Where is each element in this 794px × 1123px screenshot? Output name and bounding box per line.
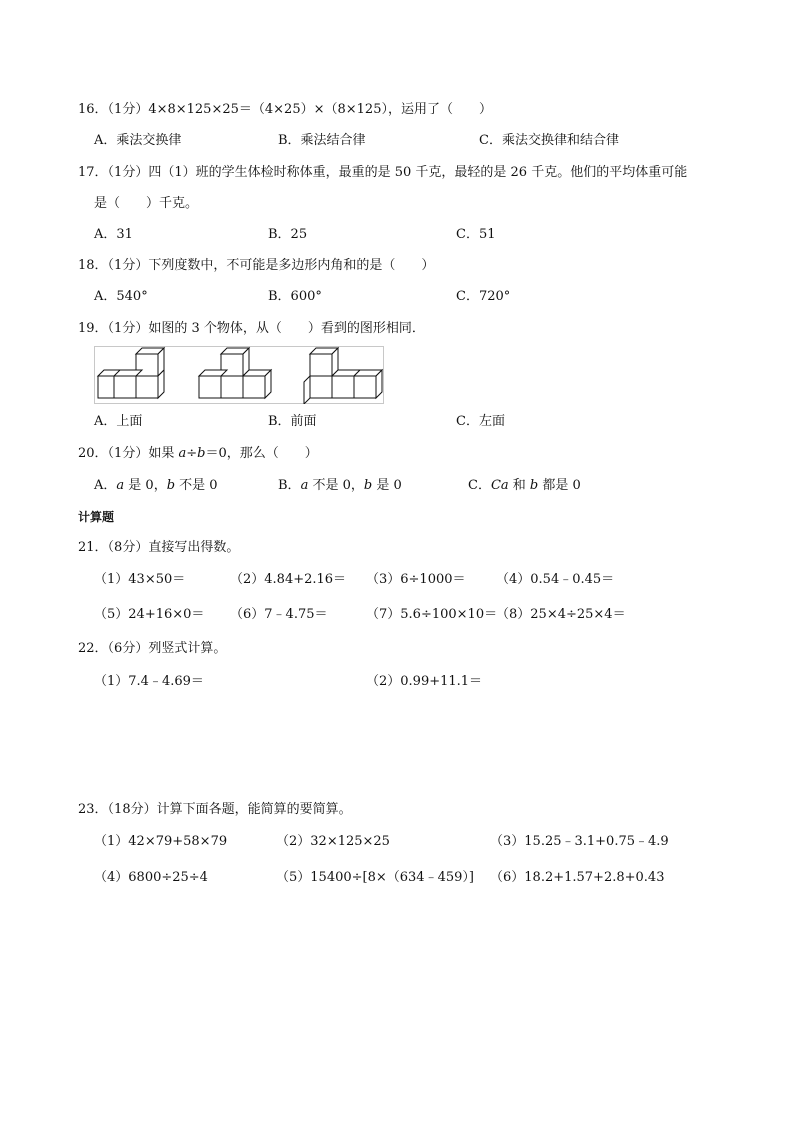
cube-object-1 bbox=[98, 348, 164, 398]
q17-stem-line1: 17．（1分）四（1）班的学生体检时称体重，最重的是 50 千克，最轻的是 26 千克。他们的平均体重可能 bbox=[78, 165, 688, 180]
q16-option-a: A．乘法交换律 bbox=[94, 133, 182, 148]
q19-option-c: C．左面 bbox=[456, 414, 505, 429]
q18-option-c: C．720° bbox=[456, 289, 511, 304]
q17-option-a: A．31 bbox=[94, 227, 133, 242]
q19-option-b: B．前面 bbox=[268, 414, 317, 429]
q18-option-b: B．600° bbox=[268, 289, 322, 304]
cube-object-3 bbox=[304, 348, 382, 404]
cube-object-2 bbox=[199, 348, 271, 398]
q21-item-1: （1）43×50＝ bbox=[94, 572, 186, 587]
q21-item-3: （3）6÷1000＝ bbox=[366, 572, 466, 587]
q23-item-5: （5）15400÷[8×（634﹣459）] bbox=[276, 870, 474, 885]
q17-stem-line2: 是（ ）千克。 bbox=[94, 196, 199, 211]
q21-item-2: （2）4.84+2.16＝ bbox=[230, 572, 347, 587]
section-title: 计算题 bbox=[78, 510, 115, 524]
q23-stem: 23．（18分）计算下面各题，能简算的要简算。 bbox=[78, 802, 352, 817]
cube-figures bbox=[94, 346, 384, 404]
q21-item-4: （4）0.54﹣0.45＝ bbox=[496, 572, 615, 587]
q21-item-6: （6）7﹣4.75＝ bbox=[230, 607, 328, 622]
q23-item-2: （2）32×125×25 bbox=[276, 834, 390, 849]
q18-option-a: A．540° bbox=[94, 289, 148, 304]
q20-option-c: C．Ca 和 b 都是 0 bbox=[468, 478, 581, 493]
q23-item-6: （6）18.2+1.57+2.8+0.43 bbox=[490, 870, 665, 885]
q16-option-b: B．乘法结合律 bbox=[278, 133, 366, 148]
q22-item-2: （2）0.99+11.1＝ bbox=[366, 674, 483, 689]
q20-stem: 20．（1分）如果 a÷b＝0，那么（ ） bbox=[78, 446, 318, 461]
q20-option-a: A．a 是 0，b 不是 0 bbox=[94, 478, 218, 493]
q19-option-a: A．上面 bbox=[94, 414, 143, 429]
q21-stem: 21．（8分）直接写出得数。 bbox=[78, 540, 240, 555]
q22-stem: 22．（6分）列竖式计算。 bbox=[78, 641, 227, 656]
q21-item-5: （5）24+16×0＝ bbox=[94, 607, 205, 622]
q23-item-1: （1）42×79+58×79 bbox=[94, 834, 228, 849]
q16-stem: 16．（1分）4×8×125×25＝（4×25）×（8×125），运用了（ ） bbox=[78, 102, 492, 117]
q16-option-c: C．乘法交换律和结合律 bbox=[479, 133, 619, 148]
q19-stem: 19．（1分）如图的 3 个物体，从（ ）看到的图形相同． bbox=[78, 321, 425, 336]
q23-item-3: （3）15.25﹣3.1+0.75﹣4.9 bbox=[490, 834, 669, 849]
q20-option-b: B．a 不是 0，b 是 0 bbox=[278, 478, 402, 493]
q22-item-1: （1）7.4﹣4.69＝ bbox=[94, 674, 204, 689]
q18-stem: 18．（1分）下列度数中，不可能是多边形内角和的是（ ） bbox=[78, 258, 435, 273]
q17-option-c: C．51 bbox=[456, 227, 496, 242]
q21-item-8: （8）25×4÷25×4＝ bbox=[496, 607, 626, 622]
q17-option-b: B．25 bbox=[268, 227, 308, 242]
q23-item-4: （4）6800÷25÷4 bbox=[94, 870, 208, 885]
q21-item-7: （7）5.6÷100×10＝ bbox=[366, 607, 498, 622]
